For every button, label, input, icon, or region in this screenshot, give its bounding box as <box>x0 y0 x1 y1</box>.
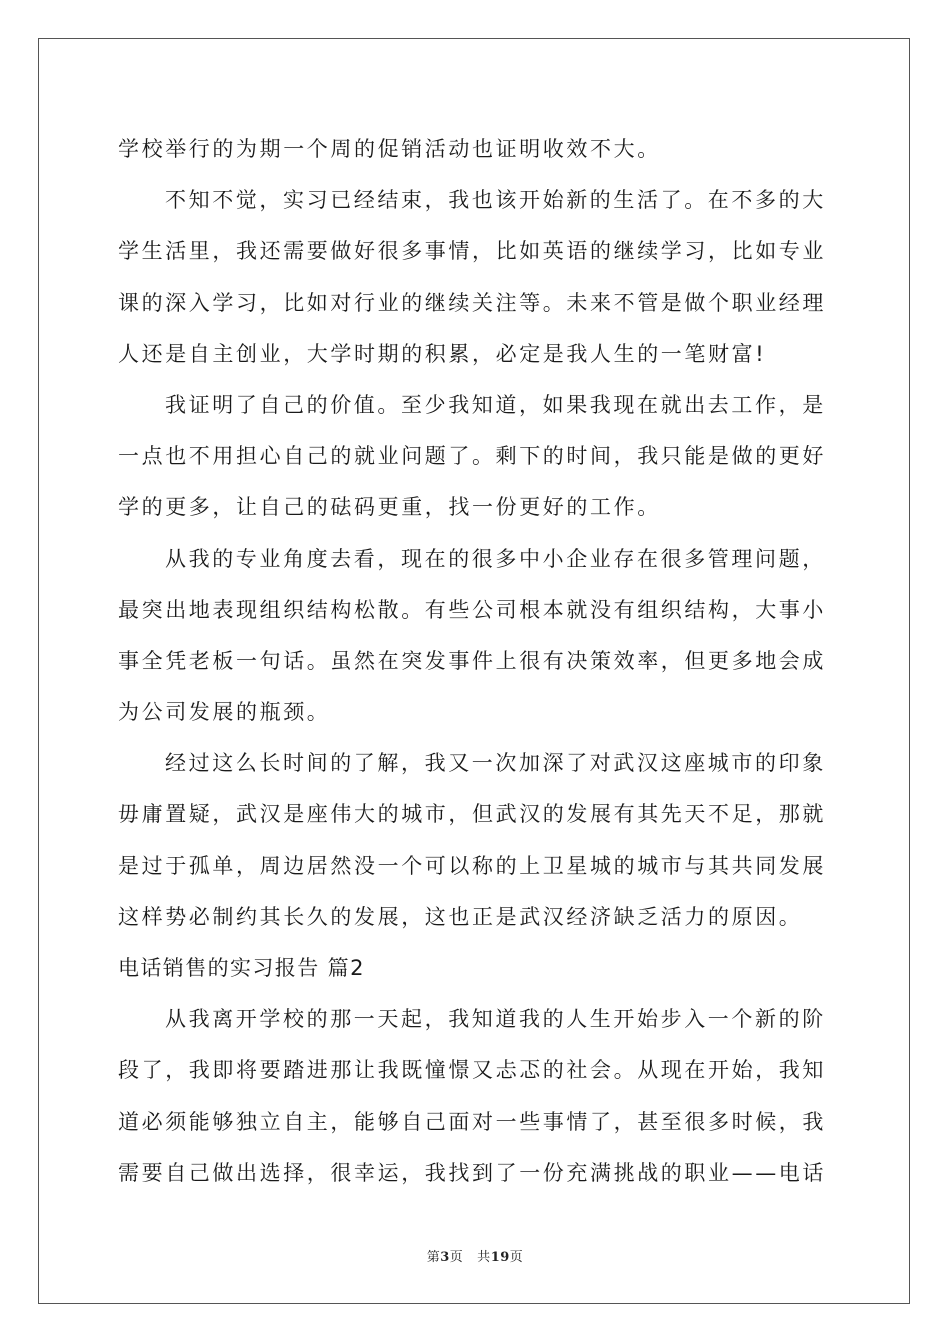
total-label-suffix: 页 <box>509 1250 524 1265</box>
text-line: 事全凭老板一句话。虽然在突发事件上很有决策效率，但更多地会成 <box>118 648 826 673</box>
paragraph-start-line: 经过这么长时间的了解，我又一次加深了对武汉这座城市的印象 <box>165 751 826 776</box>
text-line: 毋庸置疑，武汉是座伟大的城市，但武汉的发展有其先天不足，那就 <box>118 802 826 827</box>
text-line: 一点也不用担心自己的就业问题了。剩下的时间，我只能是做的更好 <box>118 444 826 469</box>
page-footer <box>0 1246 950 1265</box>
text-line: 学的更多，让自己的砝码更重，找一份更好的工作。 <box>118 495 661 520</box>
paragraph-start-line: 从我的专业角度去看，现在的很多中小企业存在很多管理问题， <box>165 546 826 571</box>
paragraph-start-line: 不知不觉，实习已经结束，我也该开始新的生活了。在不多的大 <box>165 188 826 213</box>
paragraph-start-line: 从我离开学校的那一天起，我知道我的人生开始步入一个新的阶 <box>165 1007 826 1032</box>
page-label-prefix: 第 <box>426 1250 441 1265</box>
paragraph-start-line: 我证明了自己的价值。至少我知道，如果我现在就出去工作，是 <box>165 392 826 417</box>
current-page-number: 3 <box>440 1250 450 1265</box>
section-heading: 电话销售的实习报告 篇2 <box>118 956 365 980</box>
total-page-count: 19 <box>490 1250 510 1265</box>
text-line: 课的深入学习，比如对行业的继续关注等。未来不管是做个职业经理 <box>118 290 826 315</box>
text-line: 是过于孤单，周边居然没一个可以称的上卫星城的城市与其共同发展 <box>118 853 826 878</box>
text-line: 人还是自主创业，大学时期的积累，必定是我人生的一笔财富! <box>118 341 767 366</box>
document-body <box>118 124 834 1199</box>
text-line: 需要自己做出选择，很幸运，我找到了一份充满挑战的职业——电话 <box>118 1160 826 1185</box>
text-line: 段了，我即将要踏进那让我既憧憬又忐忑的社会。从现在开始，我知 <box>118 1058 826 1083</box>
text-line: 学生活里，我还需要做好很多事情，比如英语的继续学习，比如专业 <box>118 239 826 264</box>
page-label-suffix: 页 <box>449 1250 464 1265</box>
text-line: 这样势必制约其长久的发展，这也正是武汉经济缺乏活力的原因。 <box>118 904 803 929</box>
text-line: 最突出地表现组织结构松散。有些公司根本就没有组织结构，大事小 <box>118 597 826 622</box>
total-label-prefix: 共 <box>477 1250 491 1265</box>
text-line: 道必须能够独立自主，能够自己面对一些事情了，甚至很多时候，我 <box>118 1109 826 1134</box>
text-line: 学校举行的为期一个周的促销活动也证明收效不大。 <box>118 137 661 161</box>
text-line: 为公司发展的瓶颈。 <box>118 700 331 725</box>
